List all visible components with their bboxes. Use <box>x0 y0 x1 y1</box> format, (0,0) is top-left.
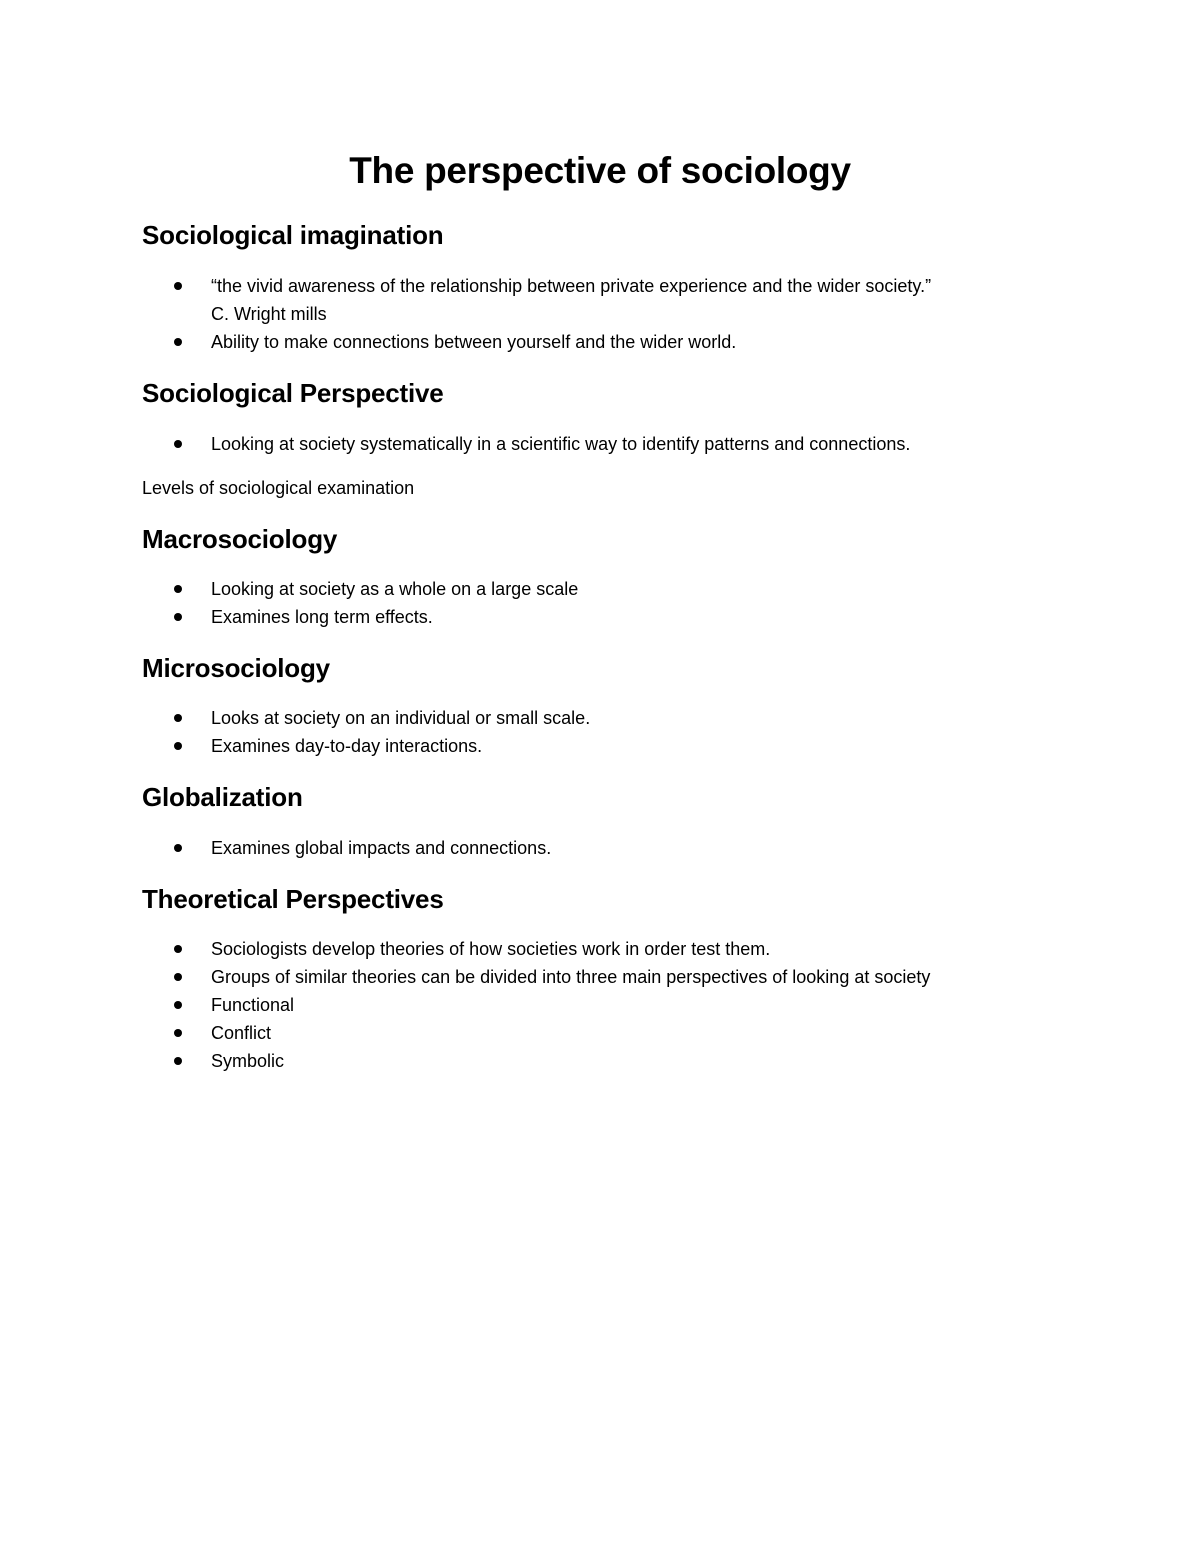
bullet-icon <box>174 714 182 722</box>
list-item <box>0 1020 1200 1048</box>
heading-theoretical-perspectives: Theoretical Perspectives <box>142 884 444 914</box>
list-item <box>0 1048 1200 1076</box>
list-item-text: “the vivid awareness of the relationship between private experience and the wider society.” <box>211 276 932 296</box>
list-item <box>0 835 1200 863</box>
heading-globalization: Globalization <box>142 782 303 812</box>
list-item <box>0 936 1200 964</box>
levels-paragraph: Levels of sociological examination <box>142 478 415 498</box>
list-item <box>0 705 1200 733</box>
list-item-text: Sociologists develop theories of how societies work in order test them. <box>211 939 771 959</box>
bullet-icon <box>174 1001 182 1009</box>
list-item-text: Examines global impacts and connections. <box>211 838 552 858</box>
document-title: The perspective of sociology <box>349 150 851 191</box>
heading-sociological-perspective: Sociological Perspective <box>142 378 444 408</box>
list-item-text: Looking at society systematically in a scientific way to identify patterns and connections. <box>211 434 911 454</box>
list-item <box>0 273 1200 301</box>
list-item <box>0 329 1200 357</box>
list-item-text: Symbolic <box>211 1051 285 1071</box>
bullet-icon <box>174 585 182 593</box>
bullet-icon <box>174 1029 182 1037</box>
list-item-text: Groups of similar theories can be divided into three main perspectives of looking at society <box>211 967 931 987</box>
heading-sociological-imagination: Sociological imagination <box>142 220 444 250</box>
list-item-text: Examines day-to-day interactions. <box>211 736 483 756</box>
list-item-text: Examines long term effects. <box>211 607 433 627</box>
bullet-icon <box>174 338 182 346</box>
list-item <box>0 576 1200 604</box>
list-item <box>0 733 1200 761</box>
list-item-text: Looks at society on an individual or small scale. <box>211 708 591 728</box>
heading-macrosociology: Macrosociology <box>142 524 338 554</box>
list-item-text: Looking at society as a whole on a large scale <box>211 579 579 599</box>
list-item <box>0 604 1200 632</box>
bullet-icon <box>174 613 182 621</box>
quote-attribution: C. Wright mills <box>211 304 327 324</box>
bullet-icon <box>174 1057 182 1065</box>
list-item <box>0 431 1200 459</box>
bullet-icon <box>174 742 182 750</box>
bullet-icon <box>174 440 182 448</box>
bullet-icon <box>174 945 182 953</box>
bullet-icon <box>174 282 182 290</box>
list-item-text: Conflict <box>211 1023 272 1043</box>
bullet-icon <box>174 844 182 852</box>
heading-microsociology: Microsociology <box>142 653 330 683</box>
bullet-icon <box>174 973 182 981</box>
list-item-text: Functional <box>211 995 295 1015</box>
list-item-text: Ability to make connections between yourself and the wider world. <box>211 332 737 352</box>
list-item <box>0 964 1200 992</box>
list-item <box>0 992 1200 1020</box>
